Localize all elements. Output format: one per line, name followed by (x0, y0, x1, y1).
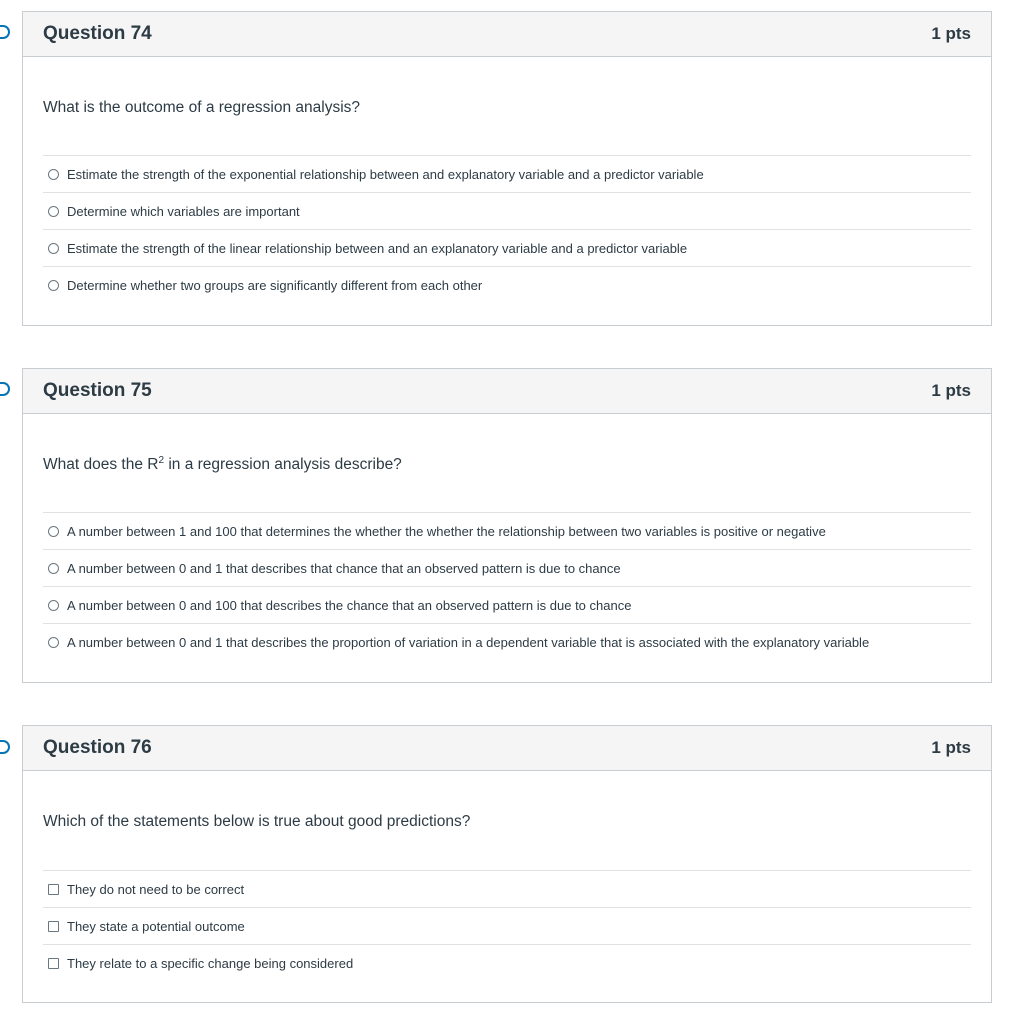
question-body (23, 414, 991, 661)
question-points: 1 pts (931, 738, 971, 757)
answer-option[interactable] (43, 230, 971, 267)
radio-button[interactable] (48, 637, 59, 648)
answer-label: A number between 1 and 100 that determines the whether the whether the relationship between two variables is positive or negative (67, 523, 826, 539)
flag-question-icon[interactable] (0, 382, 10, 396)
answer-label: A number between 0 and 1 that describes that chance that an observed pattern is due to chance (67, 560, 621, 576)
question-76 (22, 725, 992, 1003)
radio-button[interactable] (48, 563, 59, 574)
question-text: Which of the statements below is true about good predictions? (43, 813, 471, 830)
question-title: Question 74 (43, 23, 152, 44)
answer-label: A number between 0 and 100 that describes the chance that an observed pattern is due to chance (67, 597, 632, 613)
answer-label: Determine whether two groups are significantly different from each other (67, 278, 483, 293)
checkbox[interactable] (48, 921, 59, 932)
question-points: 1 pts (931, 24, 971, 43)
answer-list (43, 155, 971, 304)
question-title: Question 75 (43, 380, 152, 401)
answer-label: Estimate the strength of the exponential relationship between and explanatory variable and a predictor variable (67, 166, 704, 182)
question-body (23, 771, 991, 982)
question-text: What is the outcome of a regression analysis? (43, 99, 361, 116)
answer-option[interactable] (43, 156, 971, 193)
answer-label: They do not need to be correct (67, 881, 245, 897)
answer-label: Estimate the strength of the linear relationship between and an explanatory variable and a predictor variable (67, 240, 688, 256)
radio-button[interactable] (48, 169, 59, 180)
answer-option[interactable] (43, 550, 971, 587)
answer-list (43, 512, 971, 661)
radio-button[interactable] (48, 600, 59, 611)
question-title: Question 76 (43, 737, 152, 758)
question-text: What does the $R^2$ in a regression analysis describe? (43, 454, 402, 473)
radio-button[interactable] (48, 280, 59, 291)
question-75 (22, 368, 992, 683)
flag-question-icon[interactable] (0, 740, 10, 754)
answer-option[interactable] (43, 193, 971, 230)
answer-option[interactable] (43, 267, 971, 304)
question-74 (22, 11, 992, 326)
answer-option[interactable] (43, 624, 971, 661)
radio-button[interactable] (48, 206, 59, 217)
question-header (23, 726, 991, 771)
radio-button[interactable] (48, 243, 59, 254)
answer-label: They relate to a specific change being considered (67, 956, 354, 971)
question-header (23, 369, 991, 414)
superscript: 2 (158, 454, 165, 466)
answer-list (43, 870, 971, 982)
answer-label: A number between 0 and 1 that describes the proportion of variation in a dependent variable that is associated with the explanatory variable (67, 635, 870, 650)
answer-option[interactable] (43, 587, 971, 624)
answer-option[interactable] (43, 945, 971, 982)
question-header (23, 12, 991, 57)
answer-option[interactable] (43, 513, 971, 550)
radio-button[interactable] (48, 526, 59, 537)
question-body (23, 57, 991, 304)
answer-label: Determine which variables are important (67, 203, 300, 219)
answer-option[interactable] (43, 871, 971, 908)
answer-option[interactable] (43, 908, 971, 945)
flag-question-icon[interactable] (0, 25, 10, 39)
question-points: 1 pts (931, 381, 971, 400)
checkbox[interactable] (48, 884, 59, 895)
checkbox[interactable] (48, 958, 59, 969)
answer-label: They state a potential outcome (67, 918, 245, 934)
